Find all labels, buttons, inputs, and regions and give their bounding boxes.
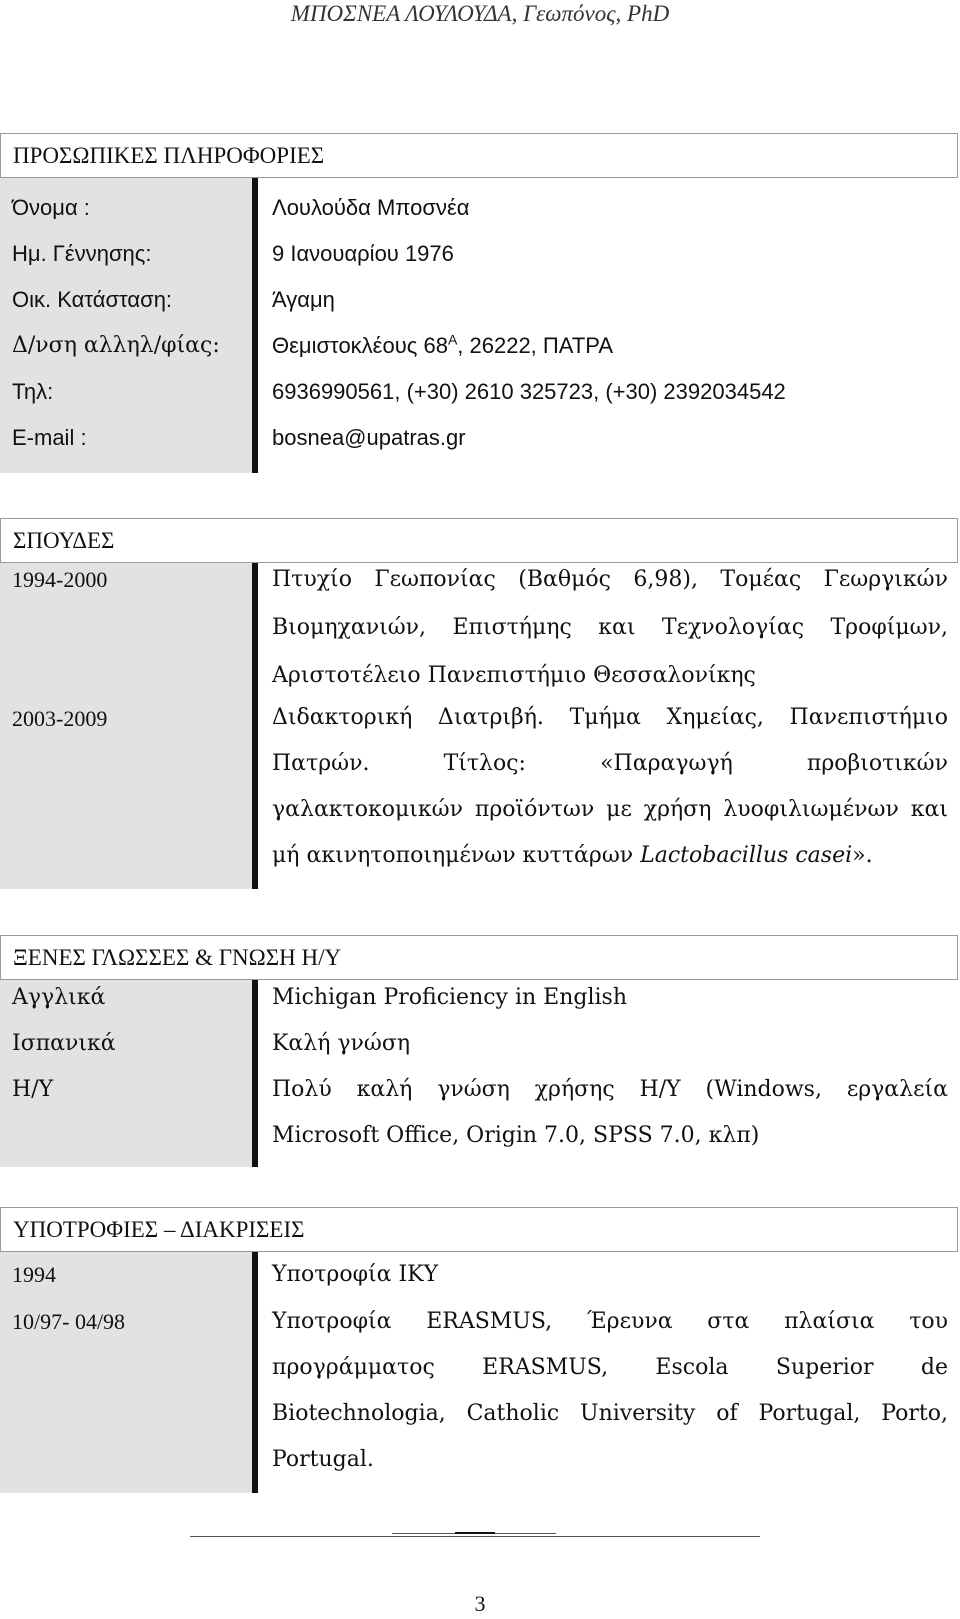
text-line: γαλακτοκομικών προϊόντων με χρήση λυοφιλιωμένων και (272, 797, 948, 822)
row-value: Άγαμη (272, 287, 335, 312)
species-name: Lactobacillus casei (640, 843, 853, 868)
text-line: Πτυχίο Γεωπονίας (Βαθμός 6,98), Τομέας Γεωργικών (272, 567, 948, 592)
column-divider (252, 1252, 258, 1493)
text-line: προγράμματος ERASMUS, Escola Superior de (272, 1355, 948, 1380)
column-divider (252, 980, 258, 1167)
text-line: Βιομηχανιών, Επιστήμης και Τεχνολογίας Τροφίμων, (272, 615, 948, 640)
address-city: , 26222, ΠΑΤΡΑ (457, 333, 613, 358)
row-label: 10/97- 04/98 (12, 1309, 126, 1334)
row-value: 6936990561, (+30) 2610 325723, (+30) 2392034542 (272, 379, 786, 404)
row-label: Όνομα : (12, 195, 90, 220)
text-line (272, 833, 948, 879)
section-title: ΠΡΟΣΩΠΙΚΕΣ ΠΛΗΡΟΦΟΡΙΕΣ (0, 133, 958, 178)
text-line: Αριστοτέλειο Πανεπιστήμιο Θεσσαλονίκης (272, 663, 756, 688)
section-title: ΣΠΟΥΔΕΣ (0, 518, 958, 563)
row-value: Λουλούδα Μποσνέα (272, 195, 470, 220)
text-line: Biotechnologia, Catholic University of Portugal, Porto, (272, 1401, 948, 1426)
column-divider (252, 178, 258, 473)
thesis-title-end: μή ακινητοποιημένων κυττάρων (272, 843, 641, 868)
address-superscript: Α (447, 331, 458, 348)
text-line: Πατρών. Τίτλος: «Παραγωγή προβιοτικών (272, 751, 948, 776)
row-value: Καλή γνώση (272, 1031, 411, 1056)
text-line: Διδακτορική Διατριβή. Τμήμα Χημείας, Πανεπιστήμιο (272, 705, 948, 730)
text-line: Portugal. (272, 1447, 374, 1472)
page-number: 3 (474, 1591, 486, 1616)
email-link[interactable]: bosnea@upatras.gr (272, 425, 466, 450)
row-value (272, 1299, 948, 1483)
text-line: Πολύ καλή γνώση χρήσης Η/Υ (Windows, εργαλεία (272, 1077, 948, 1102)
footer-rule-mark (455, 1532, 495, 1534)
row-label: Ισπανικά (12, 1031, 116, 1056)
row-label: Τηλ: (12, 379, 54, 404)
row-label: Η/Υ (12, 1077, 54, 1102)
column-divider (252, 563, 258, 889)
row-value: 9 Ιανουαρίου 1976 (272, 241, 454, 266)
footer-rule (190, 1536, 760, 1537)
row-value (272, 695, 948, 879)
row-label: E-mail : (12, 425, 87, 450)
row-label: 1994-2000 (12, 567, 108, 592)
page-header: ΜΠΟΣΝΕΑ ΛΟΥΛΟΥΔΑ, Γεωπόνος, PhD (290, 1, 670, 26)
row-label: Δ/νση αλληλ/φίας: (12, 333, 220, 358)
row-value (272, 556, 948, 700)
text-line: Microsoft Office, Origin 7.0, SPSS 7.0, κλπ) (272, 1123, 760, 1148)
row-label: 1994 (12, 1262, 56, 1287)
row-value: Υποτροφία ΙΚΥ (272, 1262, 439, 1287)
row-label: Οικ. Κατάσταση: (12, 287, 173, 312)
section-title: ΞΕΝΕΣ ΓΛΩΣΣΕΣ & ΓΝΩΣΗ Η/Υ (0, 935, 958, 980)
row-value: Michigan Proficiency in English (272, 985, 628, 1010)
address-street: Θεμιστοκλέους 68 (272, 333, 448, 358)
row-value (272, 323, 948, 369)
section-title: ΥΠΟΤΡΟΦΙΕΣ – ΔΙΑΚΡΙΣΕΙΣ (0, 1207, 958, 1252)
thesis-title-close: ». (852, 843, 873, 868)
row-label: Ημ. Γέννησης: (12, 241, 152, 266)
row-value (272, 1067, 948, 1159)
row-label: Αγγλικά (12, 985, 106, 1010)
row-label: 2003-2009 (12, 706, 108, 731)
text-line: Υποτροφία ERASMUS, Έρευνα στα πλαίσια του (272, 1309, 948, 1334)
